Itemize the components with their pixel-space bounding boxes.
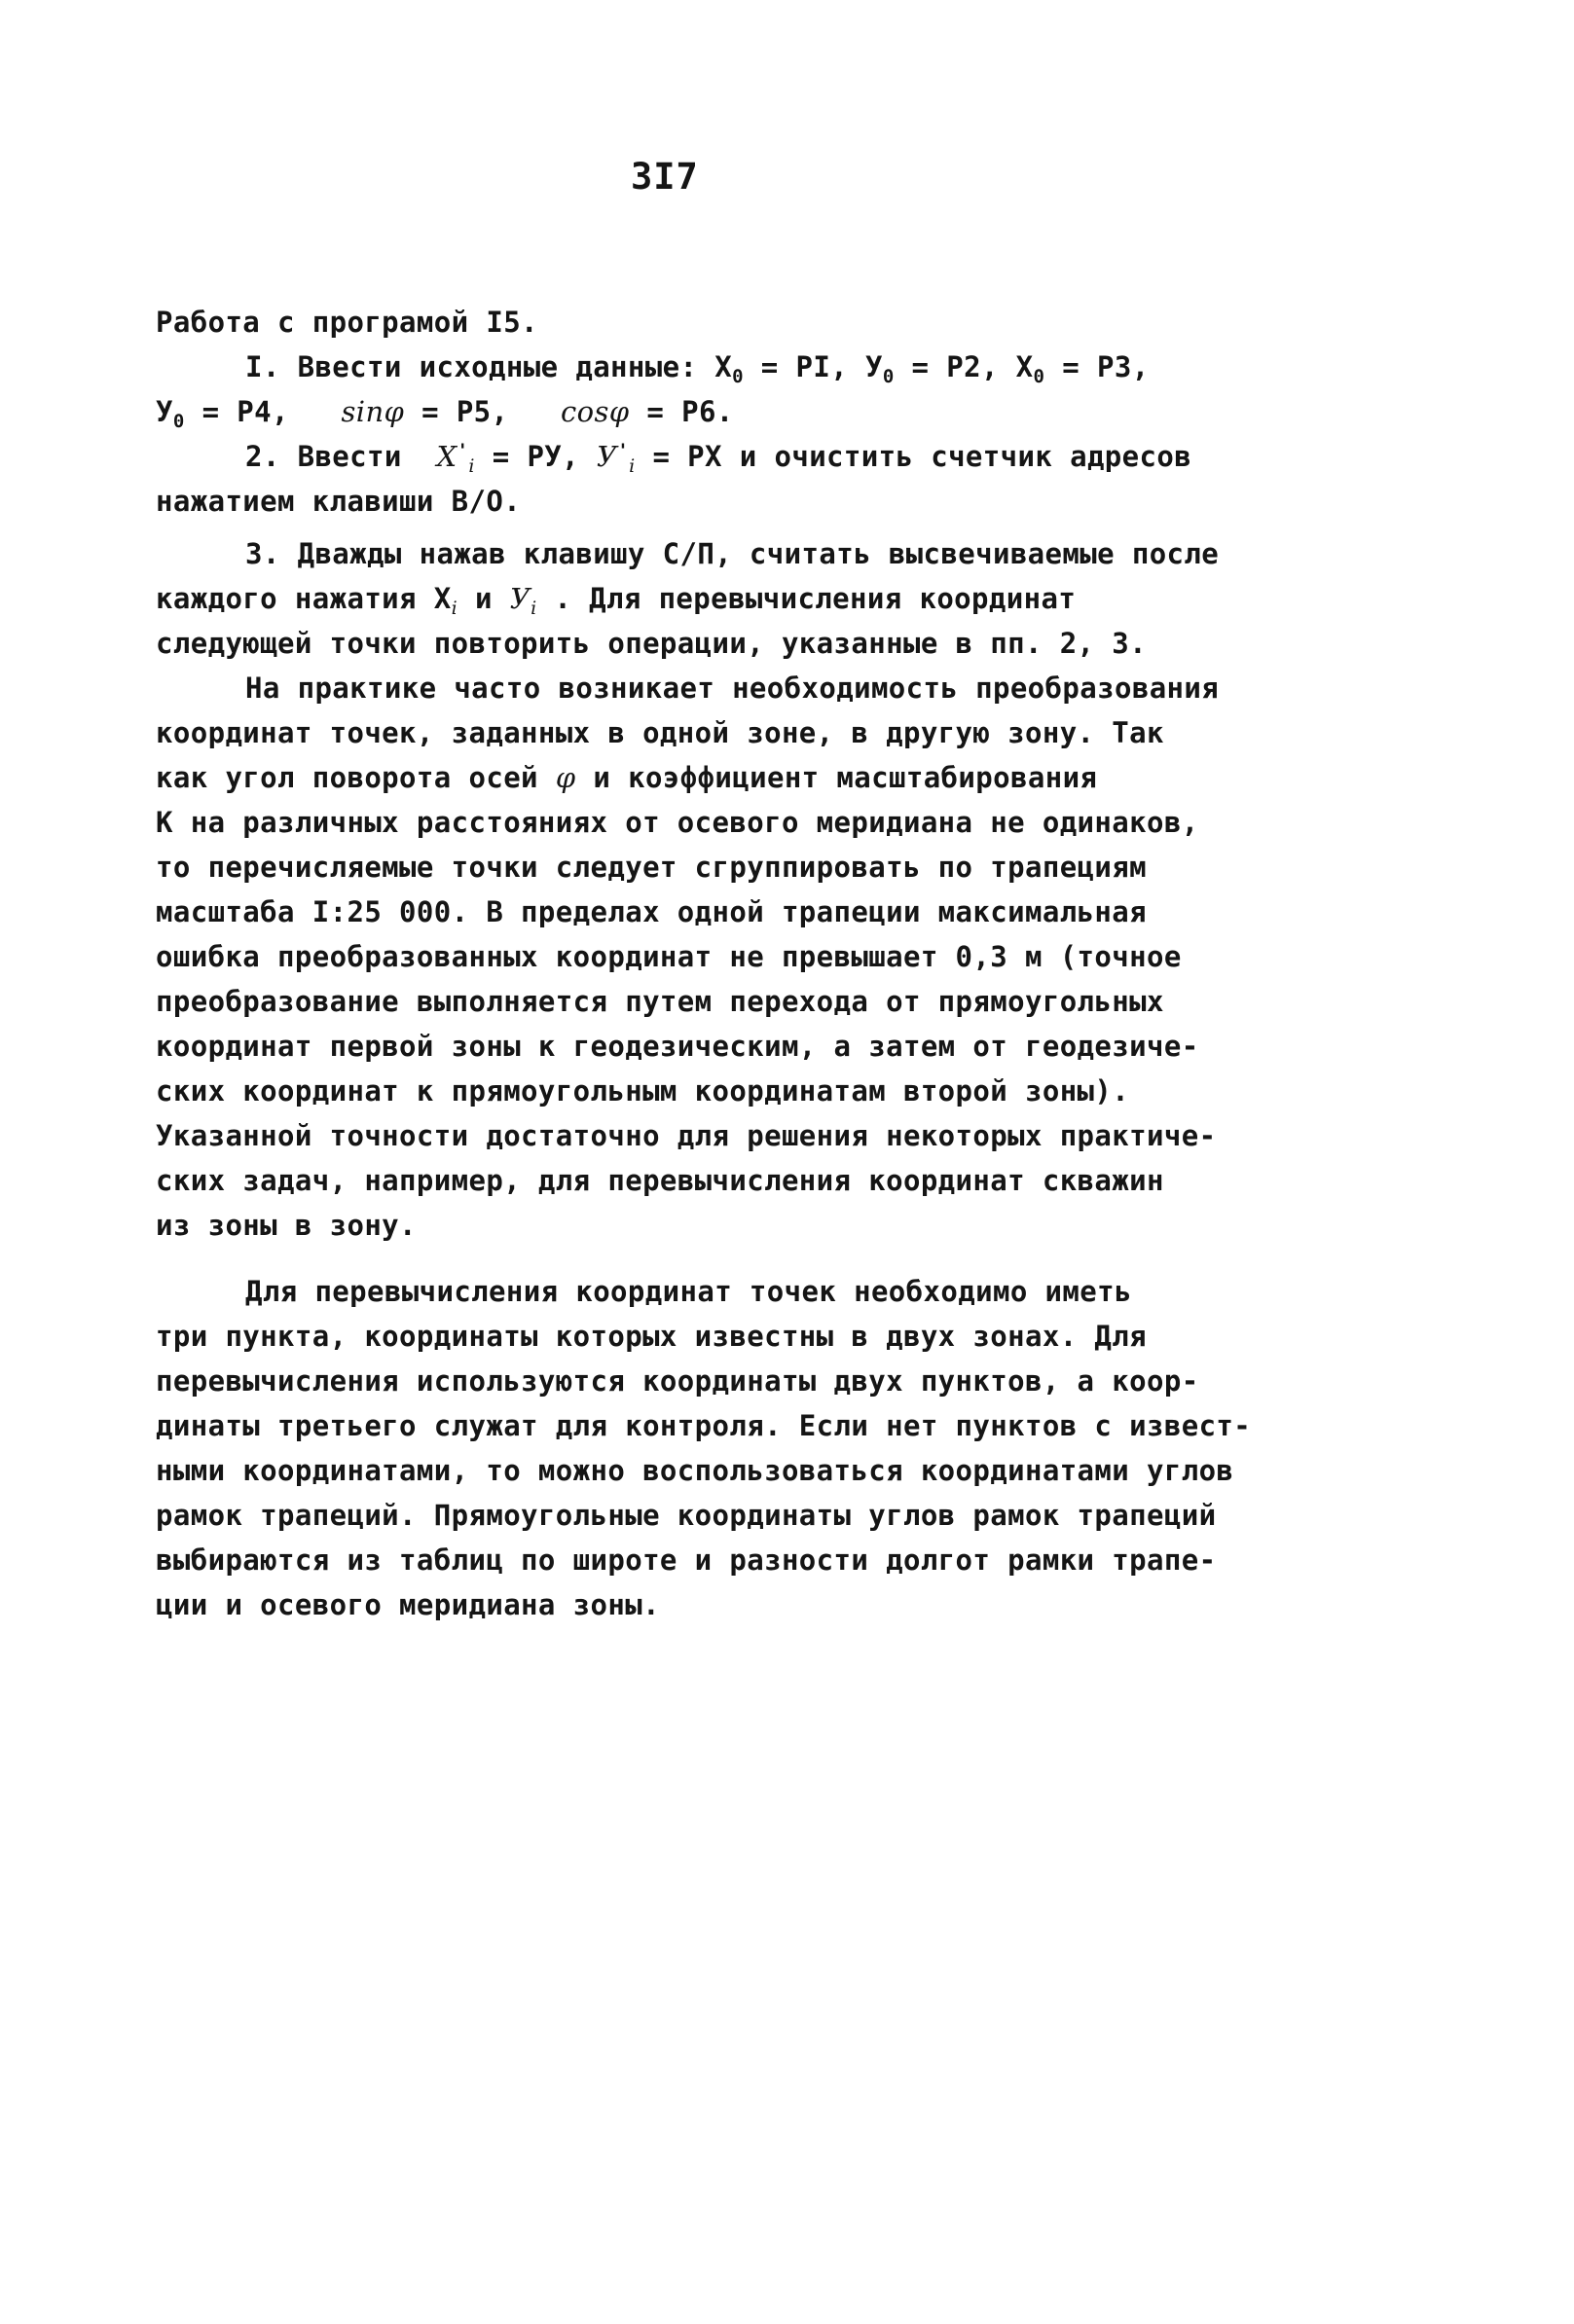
handwritten-cos-phi: cosφ (561, 395, 630, 428)
text-line: выбираются из таблиц по широте и разности долгот рамки трапе- (156, 1543, 1217, 1577)
text-line: 2. Ввести $X'_i$ = PУ, $У'_i$ = PX и очистить счетчик адресов (245, 440, 1192, 477)
text-line: масштаба I:25 000. В пределах одной трапеции максимальная (156, 895, 1147, 928)
text-line: ошибка преобразованных координат не превышает 0,3 м (точное (156, 940, 1182, 973)
text-line: Для перевычисления координат точек необходимо иметь (245, 1275, 1132, 1308)
text-line: ских задач, например, для перевычисления координат скважин (156, 1164, 1164, 1197)
text-line: следующей точки повторить операции, указанные в пп. 2, 3. (156, 627, 1147, 660)
page-number: 3I7 (631, 156, 699, 198)
text-line: I. Ввести исходные данные: $X_0$ = PI, $У_0 = P2$, $X_0 = P3$, (245, 350, 1150, 387)
handwritten-sin-phi: sinφ (341, 395, 405, 428)
text-line: динаты третьего служат для контроля. Если нет пунктов с извест- (156, 1409, 1252, 1442)
text-line: На практике часто возникает необходимость преобразования (245, 672, 1220, 705)
text-line: К на различных расстояниях от осевого меридиана не одинаков, (156, 806, 1199, 839)
text-line: преобразование выполняется путем перехода от прямоугольных (156, 985, 1164, 1018)
text-line: Указанной точности достаточно для решения некоторых практиче- (156, 1119, 1217, 1152)
text-line: ными координатами, то можно воспользоваться координатами углов (156, 1454, 1234, 1487)
body-text (156, 300, 1353, 1627)
text-line: рамок трапеций. Прямоугольные координаты углов рамок трапеций (156, 1499, 1217, 1532)
text-line: 3. Дважды нажав клавишу С/П, считать высвечиваемые после (245, 537, 1220, 570)
text-line: координат первой зоны к геодезическим, а затем от геодезиче- (156, 1030, 1199, 1063)
text-line: как угол поворота осей φ и коэффициент масштабирования (156, 761, 1098, 794)
text-line: три пункта, координаты которых известны в двух зонах. Для (156, 1320, 1147, 1353)
text-line: координат точек, заданных в одной зоне, в другую зону. Так (156, 716, 1164, 749)
text-line: нажатием клавиши В/О. (156, 485, 522, 518)
text-line: из зоны в зону. (156, 1209, 417, 1242)
text-line: ских координат к прямоугольным координатам второй зоны). (156, 1074, 1130, 1108)
section-heading: Работа с програмой I5. (156, 306, 538, 339)
handwritten-phi: φ (555, 761, 576, 794)
text-line: $У_0 = P4$, sinφ = P5, cosφ = P6. (156, 395, 734, 432)
text-line: ции и осевого меридиана зоны. (156, 1588, 660, 1621)
text-line: каждого нажатия $X_i$ и $У_i$ . Для перевычисления координат (156, 582, 1077, 619)
text-line: то перечисляемые точки следует сгруппировать по трапециям (156, 851, 1147, 884)
text-line: перевычисления используются координаты двух пунктов, а коор- (156, 1364, 1199, 1398)
